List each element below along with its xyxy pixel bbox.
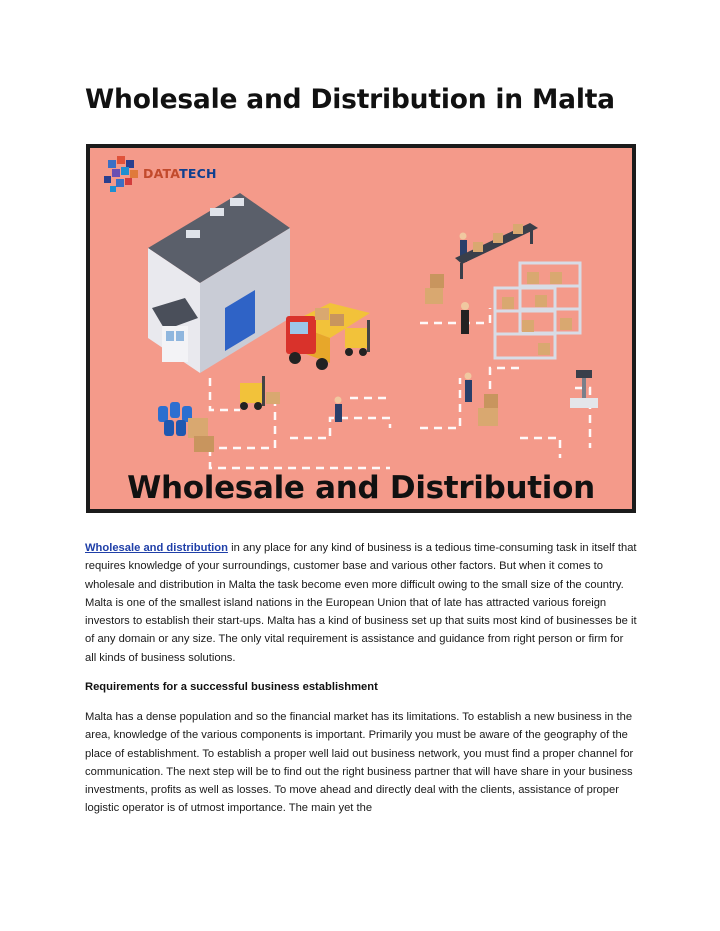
requirements-paragraph: Malta has a dense population and so the financial market has its limitations. To establish a new business in the area, knowledge of the various components is important. Primarily you must be aware of the geography of the place of establishment. To establish a proper well laid out business network, you must find a proper channel for communication. The next step will be to find out the right business partner that will have share in your business investments, profits as well as losses. To move ahead and directly deal with the clients, assistance of proper logistic operator is of utmost importance. The main yet the bbox=[85, 711, 634, 815]
illustration-banner: Wholesale and Distribution bbox=[127, 470, 595, 506]
illustration-art bbox=[90, 148, 632, 509]
conveyor-icon bbox=[455, 223, 538, 279]
boxes-icon bbox=[425, 274, 498, 426]
barrels-icon bbox=[158, 402, 214, 452]
warehouse-icon bbox=[148, 193, 290, 373]
logo-mark-icon bbox=[104, 156, 138, 192]
intro-paragraph bbox=[85, 539, 637, 667]
intro-paragraph-text: in any place for any kind of business is a tedious time-consuming task in itself that requires knowledge of your surroundings, customer base and various other factors. But when it comes to wholesale and distribution in Malta the task become even more difficult owing to the small size of the country. Malta is one of the smallest island nations in the European Union that of late has attracted various foreign investors to establish their start-ups. Malta has a kind of business set up that suits most kind of businesses be it of any domain or any size. The only vital requirement is assistance and guidance from right person or firm for all kinds of business solutions. bbox=[85, 542, 637, 664]
wholesale-distribution-link[interactable]: Wholesale and distribution bbox=[85, 542, 228, 554]
illustration bbox=[86, 144, 636, 513]
page-title: Wholesale and Distribution in Malta bbox=[85, 84, 615, 115]
scale-icon bbox=[570, 370, 598, 408]
section-heading: Requirements for a successful business establishment bbox=[85, 681, 378, 693]
worker-icon bbox=[335, 233, 473, 423]
logo-text: DATATECH bbox=[143, 166, 217, 181]
